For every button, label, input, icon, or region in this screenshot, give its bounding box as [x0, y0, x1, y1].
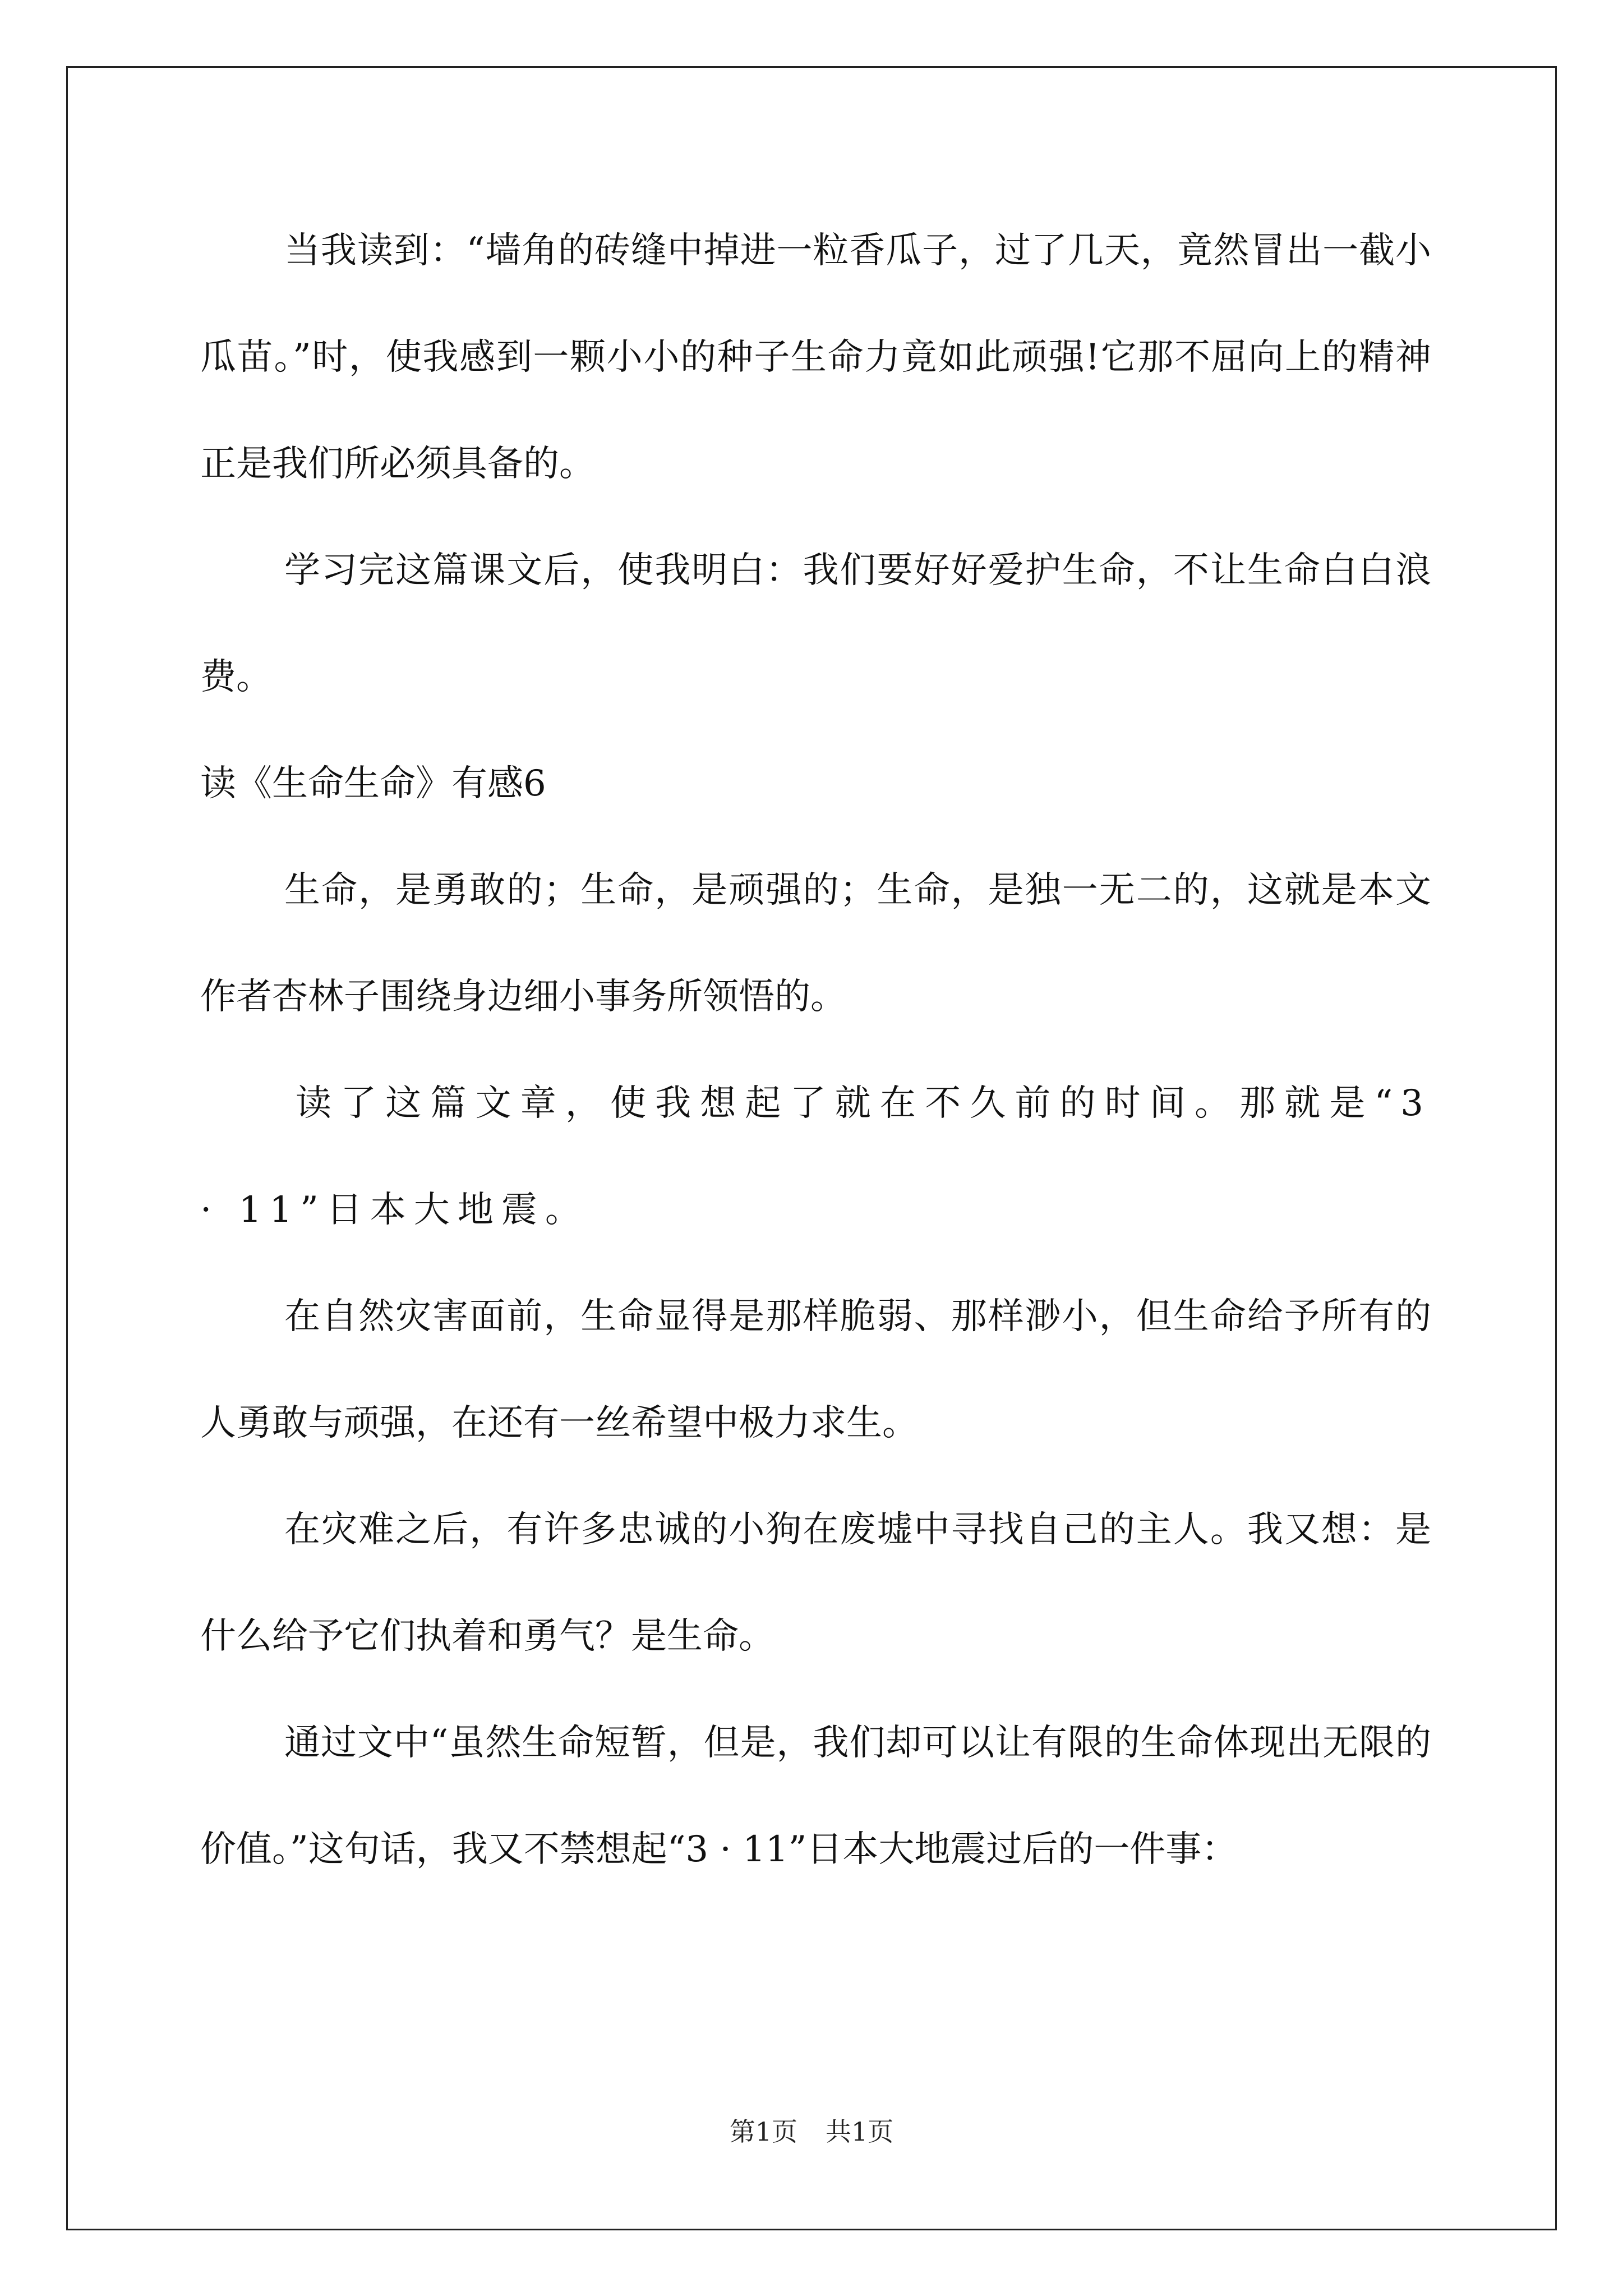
paragraph-3: 生命，是勇敢的；生命，是顽强的；生命，是独一无二的，这就是本文作者杏林子围绕身边细小事务所领悟的。: [200, 869, 1431, 1018]
page-number: 第1页: [729, 2116, 797, 2147]
page-footer: [0, 2115, 1623, 2148]
paragraph-5: 在自然灾害面前，生命显得是那样脆弱、那样渺小，但生命给予所有的人勇敢与顽强，在还有一丝希望中极力求生。: [200, 1296, 1431, 1444]
document-body: [200, 0, 1431, 1903]
paragraph-4: 读了这篇文章，使我想起了就在不久前的时间。那就是“3 · 11”日本大地震。: [200, 1083, 1431, 1231]
page-total: 共1页: [826, 2116, 894, 2147]
paragraph-2: 学习完这篇课文后，使我明白：我们要好好爱护生命，不让生命白白浪费。: [200, 550, 1431, 698]
section-heading: 读《生命生命》有感6: [200, 763, 546, 804]
paragraph-7: 通过文中“虽然生命短暂，但是，我们却可以让有限的生命体现出无限的价值。”这句话，我又不禁想起“3 · 11”日本大地震过后的一件事：: [200, 1722, 1431, 1870]
paragraph-1: 当我读到：“墙角的砖缝中掉进一粒香瓜子，过了几天，竟然冒出一截小瓜苗。”时，使我感到一颗小小的种子生命力竟如此顽强!它那不屈向上的精神正是我们所必须具备的。: [200, 230, 1431, 485]
paragraph-6: 在灾难之后，有许多忠诚的小狗在废墟中寻找自己的主人。我又想：是什么给予它们执着和勇气？是生命。: [200, 1509, 1431, 1657]
